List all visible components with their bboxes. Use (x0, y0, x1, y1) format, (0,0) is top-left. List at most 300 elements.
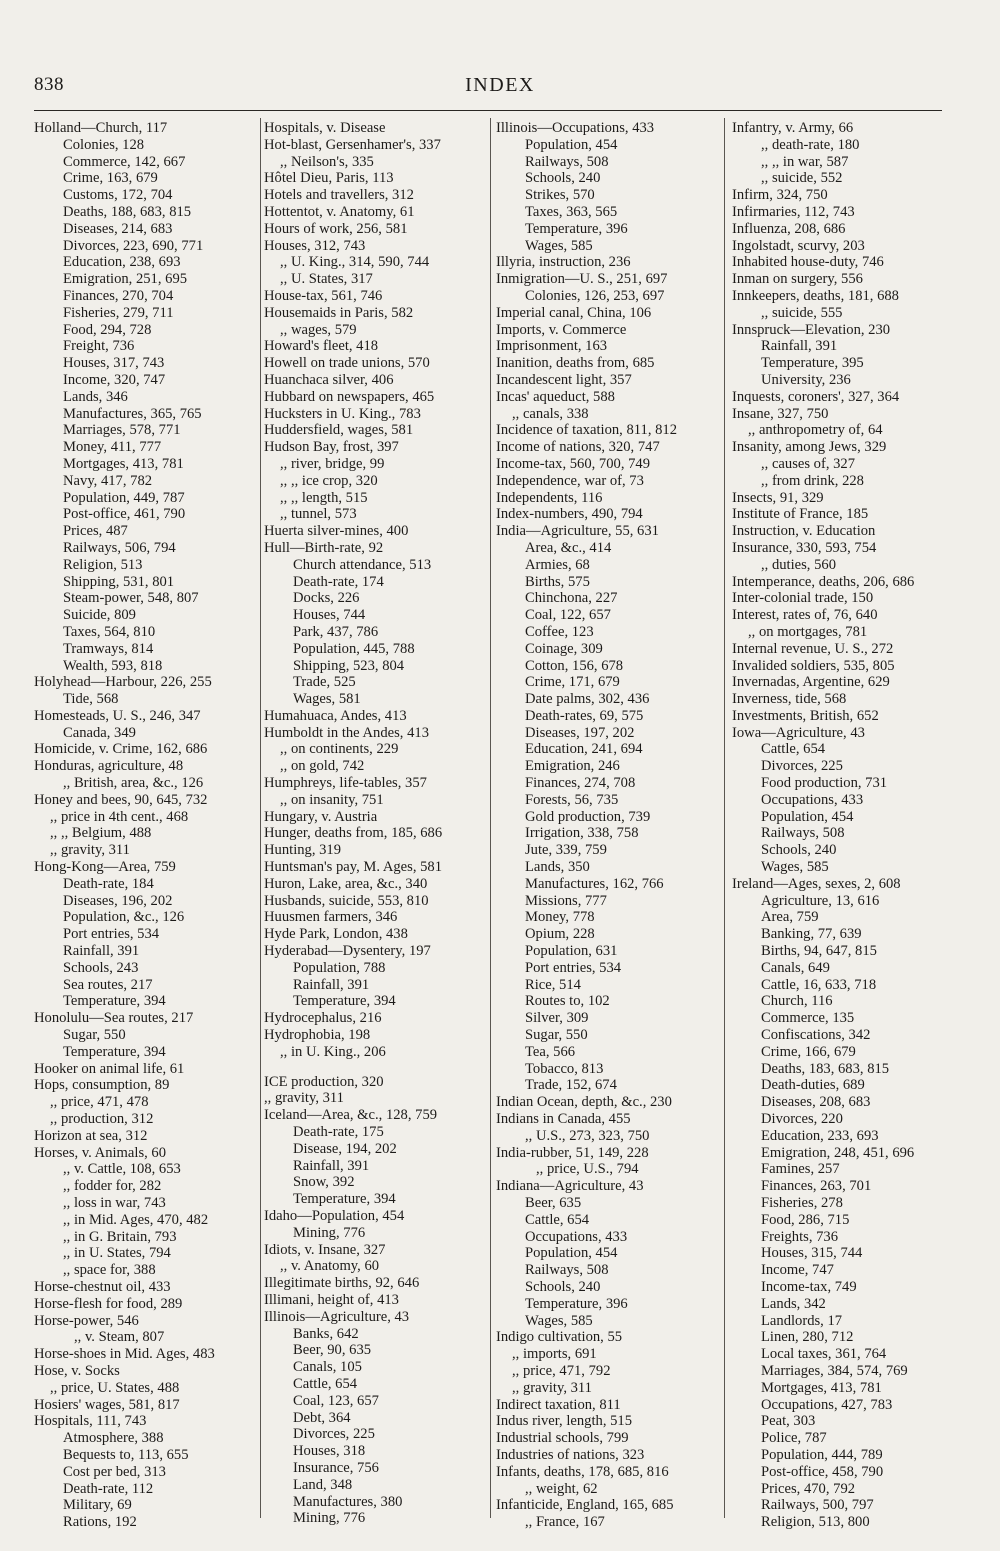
index-subentry: Occupations, 433 (525, 1228, 628, 1245)
index-entry: Independents, 116 (496, 489, 603, 506)
index-subentry: Crime, 171, 679 (525, 674, 620, 691)
index-subentry: Finances, 263, 701 (761, 1178, 872, 1195)
index-entry: Illyria, instruction, 236 (496, 254, 631, 271)
index-subentry: Population, 444, 789 (761, 1446, 883, 1463)
index-entry: Iceland—Area, &c., 128, 759 (264, 1107, 438, 1124)
index-entry: Honolulu—Sea routes, 217 (34, 1010, 194, 1027)
index-subentry: Population, 454 (761, 808, 854, 825)
index-subentry: Lands, 346 (63, 388, 128, 405)
index-entry: Inquests, coroners', 327, 364 (732, 388, 900, 405)
index-subentry: Death-rate, 174 (293, 573, 384, 590)
index-subentry: Food, 294, 728 (63, 321, 152, 338)
index-subentry: Mining, 776 (293, 1224, 366, 1241)
column-divider (260, 118, 261, 1518)
index-entry: Hydrocephalus, 216 (264, 1010, 382, 1027)
index-subentry: Customs, 172, 704 (63, 187, 173, 204)
index-subentry: Port entries, 534 (63, 926, 160, 943)
index-subentry: Finances, 274, 708 (525, 775, 636, 792)
index-subentry: Silver, 309 (525, 1010, 589, 1027)
index-subentry: ,, death-rate, 180 (761, 136, 860, 153)
index-entry: Illinois—Agriculture, 43 (264, 1308, 410, 1325)
index-entry: Inanition, deaths from, 685 (496, 355, 655, 372)
index-entry: Independence, war of, 73 (496, 472, 644, 489)
index-subentry: Income, 320, 747 (63, 371, 166, 388)
index-subentry: ,, U. King., 314, 590, 744 (280, 254, 430, 271)
index-entry: Hosiers' wages, 581, 817 (34, 1396, 180, 1413)
index-subentry: Debt, 364 (293, 1409, 351, 1426)
index-subentry: Lands, 350 (525, 859, 590, 876)
index-entry: India-rubber, 51, 149, 228 (496, 1144, 649, 1161)
index-entry: Hottentot, v. Anatomy, 61 (264, 203, 415, 220)
index-subentry: Missions, 777 (525, 892, 607, 909)
index-subentry: Schools, 240 (761, 842, 837, 859)
index-subentry: Commerce, 142, 667 (63, 153, 186, 170)
index-subentry: Mortgages, 413, 781 (761, 1379, 882, 1396)
index-subentry: ,, ,, length, 515 (280, 489, 368, 506)
index-subentry: Local taxes, 361, 764 (761, 1346, 887, 1363)
index-subentry: Lands, 342 (761, 1295, 826, 1312)
index-subentry: Diseases, 197, 202 (525, 724, 635, 741)
index-subentry: Police, 787 (761, 1430, 827, 1447)
index-entry: Hours of work, 256, 581 (264, 220, 408, 237)
index-entry: Iowa—Agriculture, 43 (732, 724, 865, 741)
index-subentry: ,, gravity, 311 (50, 842, 130, 859)
index-subentry: Tramways, 814 (63, 640, 154, 657)
index-subentry: Military, 69 (63, 1497, 132, 1514)
index-entry: Horse-shoes in Mid. Ages, 483 (34, 1346, 215, 1363)
index-subentry: Cattle, 16, 633, 718 (761, 976, 877, 993)
index-subentry: ,, on insanity, 751 (280, 791, 384, 808)
index-subentry: Diseases, 196, 202 (63, 892, 173, 909)
index-subentry: ,, duties, 560 (761, 556, 836, 573)
index-subentry: Divorces, 225 (761, 758, 843, 775)
index-subentry: Population, 788 (293, 959, 386, 976)
index-entry: Insane, 327, 750 (732, 405, 829, 422)
index-subentry: Death-rate, 112 (63, 1480, 154, 1497)
index-subentry: Occupations, 427, 783 (761, 1396, 893, 1413)
index-subentry: Finances, 270, 704 (63, 287, 174, 304)
index-subentry: ,, British, area, &c., 126 (63, 775, 204, 792)
index-entry: Howell on trade unions, 570 (264, 355, 430, 372)
index-subentry: Income-tax, 749 (761, 1278, 857, 1295)
index-entry: Hyderabad—Dysentery, 197 (264, 943, 431, 960)
index-subentry: ,, v. Anatomy, 60 (280, 1258, 380, 1275)
page-number: 838 (34, 74, 64, 95)
index-subentry: Death-duties, 689 (761, 1077, 865, 1094)
index-entry: Infanticide, England, 165, 685 (496, 1497, 674, 1514)
index-subentry: Rainfall, 391 (293, 1157, 370, 1174)
index-subentry: Fisheries, 279, 711 (63, 304, 174, 321)
index-subentry: Temperature, 394 (293, 1191, 396, 1208)
index-subentry: Occupations, 433 (761, 791, 864, 808)
index-entry: ICE production, 320 (264, 1073, 384, 1090)
index-subentry: ,, on gold, 742 (280, 758, 365, 775)
index-subentry: Snow, 392 (293, 1174, 355, 1191)
index-subentry: Land, 348 (293, 1476, 353, 1493)
index-subentry: ,, weight, 62 (525, 1480, 598, 1497)
index-entry: Humahuaca, Andes, 413 (264, 707, 407, 724)
index-subentry: ,, v. Steam, 807 (74, 1329, 165, 1346)
index-subentry: Railways, 508 (525, 153, 609, 170)
index-subentry: Shipping, 531, 801 (63, 573, 175, 590)
index-entry: Homicide, v. Crime, 162, 686 (34, 741, 208, 758)
index-subentry: Atmosphere, 388 (63, 1430, 164, 1447)
index-subentry: ,, Neilson's, 335 (280, 153, 374, 170)
index-subentry: ,, gravity, 311 (512, 1379, 592, 1396)
index-entry: Innkeepers, deaths, 181, 688 (732, 287, 899, 304)
index-subentry: ,, suicide, 555 (761, 304, 843, 321)
index-subentry: Emigration, 246 (525, 758, 620, 775)
index-subentry: Forests, 56, 735 (525, 791, 619, 808)
index-entry: Illegitimate births, 92, 646 (264, 1275, 420, 1292)
index-entry: Instruction, v. Education (732, 523, 876, 540)
index-entry: Indirect taxation, 811 (496, 1396, 621, 1413)
index-entry: Honduras, agriculture, 48 (34, 758, 184, 775)
index-subentry: ,, price, 471, 478 (50, 1094, 149, 1111)
index-entry: Institute of France, 185 (732, 506, 869, 523)
index-subentry: Banks, 642 (293, 1325, 359, 1342)
index-subentry: Death-rate, 184 (63, 875, 154, 892)
index-subentry: Steam-power, 548, 807 (63, 590, 199, 607)
index-subentry: Population, 631 (525, 943, 618, 960)
index-entry: Hungary, v. Austria (264, 808, 378, 825)
index-entry: Indian Ocean, depth, &c., 230 (496, 1094, 672, 1111)
index-subentry: Sugar, 550 (63, 1027, 126, 1044)
index-entry: Indigo cultivation, 55 (496, 1329, 623, 1346)
index-subentry: Religion, 513, 800 (761, 1514, 870, 1531)
index-entry: Huddersfield, wages, 581 (264, 422, 414, 439)
index-subentry: ,, price in 4th cent., 468 (50, 808, 189, 825)
index-subentry: ,, in Mid. Ages, 470, 482 (63, 1211, 209, 1228)
index-subentry: ,, on mortgages, 781 (748, 623, 868, 640)
index-subentry: Temperature, 396 (525, 1295, 628, 1312)
index-subentry: Cattle, 654 (293, 1375, 358, 1392)
index-entry: Hooker on animal life, 61 (34, 1060, 185, 1077)
index-subentry: Rations, 192 (63, 1514, 137, 1531)
index-entry: Hotels and travellers, 312 (264, 187, 414, 204)
index-subentry: Beer, 635 (525, 1195, 582, 1211)
index-subentry: Population, &c., 126 (63, 909, 185, 926)
index-subentry: Diseases, 214, 683 (63, 220, 173, 237)
index-subentry: Railways, 508 (761, 825, 845, 842)
index-subentry: Mortgages, 413, 781 (63, 455, 184, 472)
index-subentry: ,, ,, Belgium, 488 (50, 825, 152, 842)
index-subentry: Divorces, 220 (761, 1111, 843, 1128)
index-entry: Incandescent light, 357 (496, 371, 632, 388)
index-subentry: Wages, 581 (293, 691, 361, 708)
index-subentry: Houses, 744 (293, 607, 366, 624)
index-subentry: ,, canals, 338 (512, 405, 589, 422)
index-entry: Investments, British, 652 (732, 707, 879, 724)
index-entry: Invernadas, Argentine, 629 (732, 674, 890, 691)
index-entry: Hubbard on newspapers, 465 (264, 388, 435, 405)
index-entry: Homesteads, U. S., 246, 347 (34, 707, 201, 724)
index-entry: Idiots, v. Insane, 327 (264, 1241, 386, 1258)
index-entry: Houses, 312, 743 (264, 237, 366, 254)
index-subentry: Linen, 280, 712 (761, 1329, 854, 1346)
index-subentry: Births, 575 (525, 573, 590, 590)
index-column-4 (732, 120, 964, 1531)
index-subentry: Crime, 166, 679 (761, 1043, 856, 1060)
index-subentry: Gold production, 739 (525, 808, 651, 825)
index-subentry: ,, ,, ice crop, 320 (280, 472, 378, 489)
index-subentry: Education, 233, 693 (761, 1127, 879, 1144)
index-subentry: Canada, 349 (63, 724, 136, 741)
index-subentry: ,, France, 167 (525, 1514, 605, 1531)
index-entry: Idaho—Population, 454 (264, 1208, 405, 1224)
index-subentry: Navy, 417, 782 (63, 472, 153, 489)
index-subentry: Tide, 568 (63, 691, 119, 708)
index-entry: Huerta silver-mines, 400 (264, 523, 409, 540)
index-subentry: Armies, 68 (525, 556, 590, 573)
index-entry: Intemperance, deaths, 206, 686 (732, 573, 915, 590)
index-subentry: Rainfall, 391 (63, 943, 140, 960)
index-subentry: Freights, 736 (761, 1228, 839, 1245)
index-entry: Horizon at sea, 312 (34, 1127, 148, 1144)
index-subentry: Population, 454 (525, 1245, 618, 1262)
index-subentry: Trade, 525 (293, 674, 356, 691)
index-entry: Insurance, 330, 593, 754 (732, 539, 877, 556)
index-subentry: Commerce, 135 (761, 1010, 855, 1027)
index-subentry: Crime, 163, 679 (63, 170, 158, 187)
index-entry: Humphreys, life-tables, 357 (264, 775, 427, 792)
index-entry: Insanity, among Jews, 329 (732, 439, 887, 456)
index-subentry: ,, on continents, 229 (280, 741, 399, 758)
index-subentry: Emigration, 248, 451, 696 (761, 1144, 915, 1161)
index-subentry: Agriculture, 13, 616 (761, 892, 880, 909)
index-subentry: Population, 454 (525, 136, 618, 153)
index-subentry: Peat, 303 (761, 1413, 816, 1430)
page-title: INDEX (465, 74, 535, 96)
index-entry: Inhabited house-duty, 746 (732, 254, 884, 271)
index-subentry: Education, 241, 694 (525, 741, 643, 758)
index-entry: Income-tax, 560, 700, 749 (496, 455, 651, 472)
index-entry: India—Agriculture, 55, 631 (496, 523, 659, 540)
index-subentry: Temperature, 396 (525, 220, 628, 237)
index-subentry: Church attendance, 513 (293, 556, 432, 573)
index-subentry: Income, 747 (761, 1262, 834, 1279)
index-entry: Ingolstadt, scurvy, 203 (732, 237, 865, 254)
index-subentry: Cattle, 654 (761, 741, 826, 758)
index-entry: Huusmen farmers, 346 (264, 909, 398, 926)
index-subentry: Beer, 90, 635 (293, 1342, 372, 1359)
index-subentry: Rainfall, 391 (761, 338, 838, 355)
index-subentry: Houses, 317, 743 (63, 355, 165, 372)
index-subentry: Coal, 122, 657 (525, 607, 611, 624)
index-subentry: Diseases, 208, 683 (761, 1094, 871, 1111)
index-subentry: ,, price, 471, 792 (512, 1362, 611, 1379)
index-entry: Inverness, tide, 568 (732, 691, 847, 708)
index-subentry: ,, fodder for, 282 (63, 1178, 162, 1195)
index-subentry: Population, 445, 788 (293, 640, 415, 657)
index-subentry: Post-office, 461, 790 (63, 506, 186, 523)
index-subentry: Trade, 152, 674 (525, 1077, 617, 1094)
index-column-1 (34, 120, 266, 1531)
index-subentry: Manufactures, 162, 766 (525, 875, 664, 892)
index-subentry: Population, 449, 787 (63, 489, 185, 506)
index-subentry: ,, production, 312 (50, 1111, 154, 1128)
index-subentry: Religion, 513 (63, 556, 143, 573)
index-subentry: Colonies, 128 (63, 136, 145, 153)
index-subentry: Marriages, 384, 574, 769 (761, 1362, 908, 1379)
index-subentry: ,, from drink, 228 (761, 472, 864, 489)
index-subentry: Port entries, 534 (525, 959, 622, 976)
index-subentry: ,, price, U. States, 488 (50, 1379, 180, 1396)
index-entry: Hunger, deaths from, 185, 686 (264, 825, 443, 842)
index-entry: Hot-blast, Gersenhamer's, 337 (264, 136, 441, 153)
index-subentry: Cost per bed, 313 (63, 1463, 166, 1480)
index-subentry: Coal, 123, 657 (293, 1392, 379, 1409)
index-entry: Housemaids in Paris, 582 (264, 304, 414, 321)
index-entry: Hong-Kong—Area, 759 (34, 859, 176, 876)
index-subentry: ,, river, bridge, 99 (280, 455, 385, 472)
index-subentry: Area, 759 (761, 909, 819, 926)
index-subentry: Freight, 736 (63, 338, 135, 355)
index-subentry: ,, in U. King., 206 (280, 1043, 386, 1060)
index-entry: Hospitals, v. Disease (264, 120, 386, 136)
index-entry: ,, gravity, 311 (264, 1090, 344, 1107)
index-entry: Huanchaca silver, 406 (264, 371, 394, 388)
index-entry: Huntsman's pay, M. Ages, 581 (264, 859, 443, 876)
index-subentry: ,, in G. Britain, 793 (63, 1228, 177, 1245)
index-subentry: Prices, 470, 792 (761, 1480, 856, 1497)
index-entry: Hose, v. Socks (34, 1362, 120, 1379)
index-entry: Inter-colonial trade, 150 (732, 590, 874, 607)
index-subentry: Banking, 77, 639 (761, 926, 862, 943)
index-column-3 (496, 120, 728, 1531)
index-subentry: Deaths, 188, 683, 815 (63, 203, 192, 220)
index-subentry: Jute, 339, 759 (525, 842, 607, 859)
index-subentry: Rice, 514 (525, 976, 581, 993)
index-entry: Internal revenue, U. S., 272 (732, 640, 894, 657)
index-subentry: Famines, 257 (761, 1161, 840, 1178)
index-subentry: Bequests to, 113, 655 (63, 1446, 189, 1463)
index-subentry: Temperature, 394 (293, 993, 396, 1010)
index-subentry: Cotton, 156, 678 (525, 657, 624, 674)
index-subentry: Railways, 500, 797 (761, 1497, 874, 1514)
index-subentry: Landlords, 17 (761, 1312, 843, 1329)
index-subentry: ,, U. States, 317 (280, 271, 373, 288)
index-subentry: Chinchona, 227 (525, 590, 618, 607)
index-entry: Ireland—Ages, sexes, 2, 608 (732, 875, 901, 892)
index-subentry: Food production, 731 (761, 775, 888, 792)
index-entry: Humboldt in the Andes, 413 (264, 724, 429, 741)
index-entry: Imports, v. Commerce (496, 321, 627, 338)
index-entry: Hospitals, 111, 743 (34, 1413, 147, 1430)
index-subentry: Divorces, 223, 690, 771 (63, 237, 204, 254)
index-subentry: Disease, 194, 202 (293, 1140, 397, 1157)
index-subentry: Wealth, 593, 818 (63, 657, 163, 674)
index-subentry: Births, 94, 647, 815 (761, 943, 877, 960)
index-subentry: Wages, 585 (761, 859, 829, 876)
index-subentry: University, 236 (761, 371, 851, 388)
index-subentry: Schools, 240 (525, 1278, 601, 1295)
index-subentry: Taxes, 564, 810 (63, 623, 156, 640)
index-subentry: Suicide, 809 (63, 607, 136, 624)
index-subentry: Manufactures, 380 (293, 1493, 403, 1510)
index-entry: Howard's fleet, 418 (264, 338, 379, 355)
index-subentry: ,, loss in war, 743 (63, 1195, 166, 1211)
index-subentry: ,, anthropometry of, 64 (748, 422, 883, 439)
index-subentry: Date palms, 302, 436 (525, 691, 650, 708)
index-entry: Interest, rates of, 76, 640 (732, 607, 878, 624)
index-subentry: Coffee, 123 (525, 623, 594, 640)
index-subentry: Railways, 508 (525, 1262, 609, 1279)
index-entry: Industries of nations, 323 (496, 1446, 645, 1463)
index-entry: Husbands, suicide, 553, 810 (264, 892, 429, 909)
index-subentry: Tea, 566 (525, 1043, 576, 1060)
index-subentry: Canals, 649 (761, 959, 830, 976)
index-subentry: Shipping, 523, 804 (293, 657, 405, 674)
index-subentry: Tobacco, 813 (525, 1060, 604, 1077)
index-entry: Horse-chestnut oil, 433 (34, 1278, 171, 1295)
index-subentry: ,, space for, 388 (63, 1262, 156, 1279)
column-divider (490, 118, 491, 1518)
index-column-2 (264, 120, 496, 1527)
index-entry: Hunting, 319 (264, 842, 342, 859)
index-subentry: Fisheries, 278 (761, 1195, 843, 1211)
index-subentry: Area, &c., 414 (525, 539, 612, 556)
index-entry: Innspruck—Elevation, 230 (732, 321, 891, 338)
index-subentry: Irrigation, 338, 758 (525, 825, 639, 842)
index-entry: Incidence of taxation, 811, 812 (496, 422, 678, 439)
index-entry: Hucksters in U. King., 783 (264, 405, 421, 422)
index-entry: Income of nations, 320, 747 (496, 439, 660, 456)
index-entry: Infirmaries, 112, 743 (732, 203, 855, 220)
index-subentry: ,, wages, 579 (280, 321, 357, 338)
index-subentry: Docks, 226 (293, 590, 360, 607)
index-subentry: Money, 411, 777 (63, 439, 162, 456)
index-subentry: Coinage, 309 (525, 640, 603, 657)
index-subentry: ,, imports, 691 (512, 1346, 597, 1363)
index-subentry: Wages, 585 (525, 1312, 593, 1329)
index-subentry: ,, ,, in war, 587 (761, 153, 849, 170)
index-entry: Influenza, 208, 686 (732, 220, 846, 237)
index-subentry: Railways, 506, 794 (63, 539, 176, 556)
index-entry: Indiana—Agriculture, 43 (496, 1178, 644, 1195)
index-entry: Honey and bees, 90, 645, 732 (34, 791, 208, 808)
index-subentry: Death-rate, 175 (293, 1124, 384, 1141)
index-entry: Incas' aqueduct, 588 (496, 388, 615, 405)
index-entry: Insects, 91, 329 (732, 489, 824, 506)
index-entry: Huron, Lake, area, &c., 340 (264, 875, 428, 892)
index-subentry: ,, tunnel, 573 (280, 506, 357, 523)
index-subentry: ,, U.S., 273, 323, 750 (525, 1127, 650, 1144)
index-entry: Inman on surgery, 556 (732, 271, 863, 288)
index-subentry: Cattle, 654 (525, 1211, 590, 1228)
index-entry: Imperial canal, China, 106 (496, 304, 652, 321)
index-subentry: Wages, 585 (525, 237, 593, 254)
index-entry: Indus river, length, 515 (496, 1413, 633, 1430)
index-entry: Invalided soldiers, 535, 805 (732, 657, 895, 674)
index-subentry: Schools, 243 (63, 959, 139, 976)
index-subentry: Canals, 105 (293, 1359, 362, 1376)
index-subentry: Post-office, 458, 790 (761, 1463, 884, 1480)
index-subentry: Sea routes, 217 (63, 976, 153, 993)
index-entry: House-tax, 561, 746 (264, 287, 383, 304)
index-subentry: Marriages, 578, 771 (63, 422, 181, 439)
index-subentry: Divorces, 225 (293, 1426, 375, 1443)
index-entry: Illinois—Occupations, 433 (496, 120, 655, 136)
index-subentry: Park, 437, 786 (293, 623, 379, 640)
index-entry: Hôtel Dieu, Paris, 113 (264, 170, 394, 187)
index-subentry: Taxes, 363, 565 (525, 203, 618, 220)
index-entry: Hydrophobia, 198 (264, 1027, 371, 1044)
index-subentry: Confiscations, 342 (761, 1027, 871, 1044)
index-entry: Holland—Church, 117 (34, 120, 168, 136)
index-subentry: Temperature, 394 (63, 993, 166, 1010)
index-subentry: Rainfall, 391 (293, 976, 370, 993)
